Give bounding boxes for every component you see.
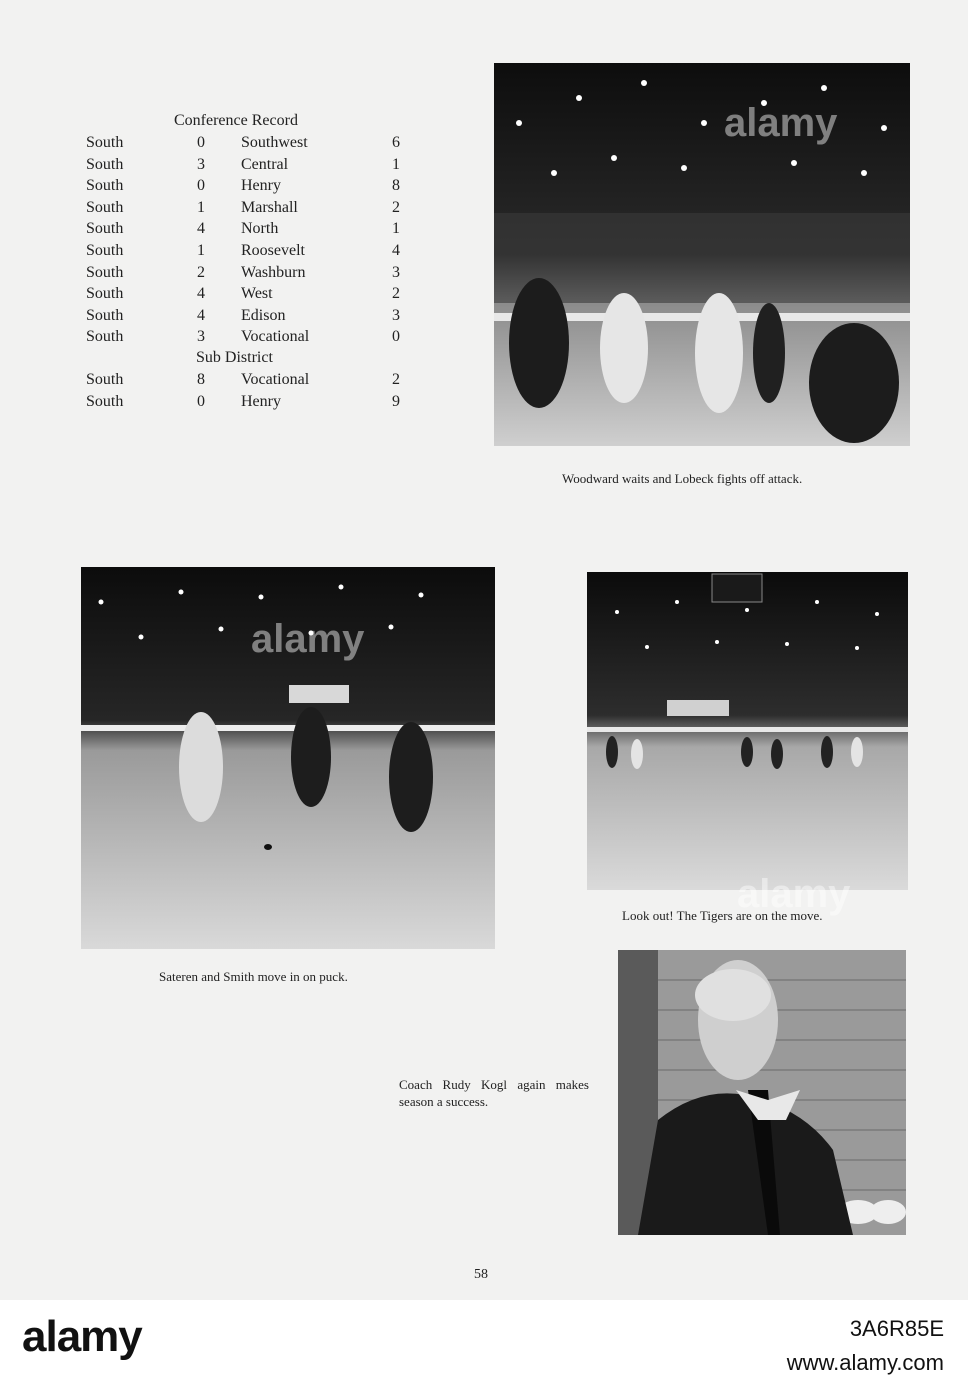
opponent-name: Henry (241, 177, 281, 195)
site-url: www.alamy.com (786, 1350, 944, 1375)
caption-photo2: Sateren and Smith move in on puck. (159, 969, 348, 984)
team-name: South (86, 285, 124, 303)
opponent-score: 2 (392, 371, 400, 388)
team-score: 4 (197, 285, 205, 303)
team-score: 4 (197, 306, 205, 324)
record-row (0, 285, 460, 307)
team-name: South (86, 263, 124, 281)
opponent-name: Edison (241, 306, 286, 324)
brand-name: alamy (22, 1312, 142, 1361)
team-name: South (86, 371, 124, 388)
record-row (0, 199, 460, 221)
record-row (0, 242, 460, 264)
record-row (0, 264, 460, 286)
team-name: South (86, 177, 124, 195)
opponent-name: Roosevelt (241, 242, 305, 259)
team-score: 4 (197, 220, 205, 238)
caption-photo4: Coach Rudy Kogl again makes season a success. (399, 1077, 589, 1109)
opponent-score: 3 (392, 306, 400, 324)
team-name: South (86, 198, 124, 216)
record-row (0, 134, 460, 156)
record-row (0, 156, 460, 178)
opponent-name: Vocational (241, 328, 310, 346)
team-name: South (86, 155, 124, 173)
team-name: South (86, 134, 124, 151)
record-row (0, 393, 460, 415)
photo-woodward-lobeck (494, 63, 910, 446)
opponent-name: West (241, 285, 273, 303)
opponent-score: 4 (392, 242, 400, 259)
opponent-name: Marshall (241, 198, 298, 216)
opponent-name: Washburn (241, 263, 306, 281)
team-score: 2 (197, 263, 205, 281)
opponent-score: 6 (392, 134, 400, 151)
team-score: 3 (197, 328, 205, 346)
opponent-score: 0 (392, 328, 400, 346)
team-name: South (86, 328, 124, 346)
caption-photo3: Look out! The Tigers are on the move. (622, 908, 823, 923)
team-score: 0 (197, 392, 205, 410)
brand-logo (22, 1312, 142, 1362)
opponent-score: 3 (392, 263, 400, 281)
opponent-score: 9 (392, 392, 400, 410)
stock-footer (0, 1300, 968, 1390)
record-row (0, 220, 460, 242)
page-number: 58 (474, 1267, 488, 1282)
team-score: 0 (197, 177, 205, 195)
photo-coach-kogl (618, 950, 906, 1235)
team-score: 3 (197, 155, 205, 173)
opponent-score: 2 (392, 198, 400, 216)
opponent-score: 1 (392, 220, 400, 238)
subdistrict-title: Sub District (196, 349, 273, 366)
watermark: alamy (737, 872, 851, 916)
team-score: 0 (197, 134, 205, 151)
team-name: South (86, 242, 124, 259)
image-id: 3A6R85E (849, 1316, 944, 1341)
team-score: 1 (197, 242, 205, 259)
opponent-name: Central (241, 155, 289, 173)
watermark: alamy (251, 617, 365, 661)
record-row (0, 307, 460, 329)
record-title: Conference Record (174, 112, 298, 129)
team-name: South (86, 392, 124, 410)
record-row (0, 177, 460, 199)
photo-sateren-smith (81, 567, 495, 949)
team-score: 8 (197, 371, 205, 388)
opponent-name: North (241, 220, 279, 238)
opponent-name: Vocational (241, 371, 310, 388)
record-row (0, 371, 460, 393)
opponent-name: Henry (241, 392, 281, 410)
watermark: alamy (724, 101, 838, 145)
opponent-score: 1 (392, 155, 400, 173)
opponent-score: 2 (392, 285, 400, 303)
opponent-score: 8 (392, 177, 400, 195)
team-name: South (86, 306, 124, 324)
opponent-name: Southwest (241, 134, 308, 151)
team-score: 1 (197, 198, 205, 216)
record-row (0, 328, 460, 350)
team-name: South (86, 220, 124, 238)
caption-photo1: Woodward waits and Lobeck fights off attack. (562, 471, 803, 486)
